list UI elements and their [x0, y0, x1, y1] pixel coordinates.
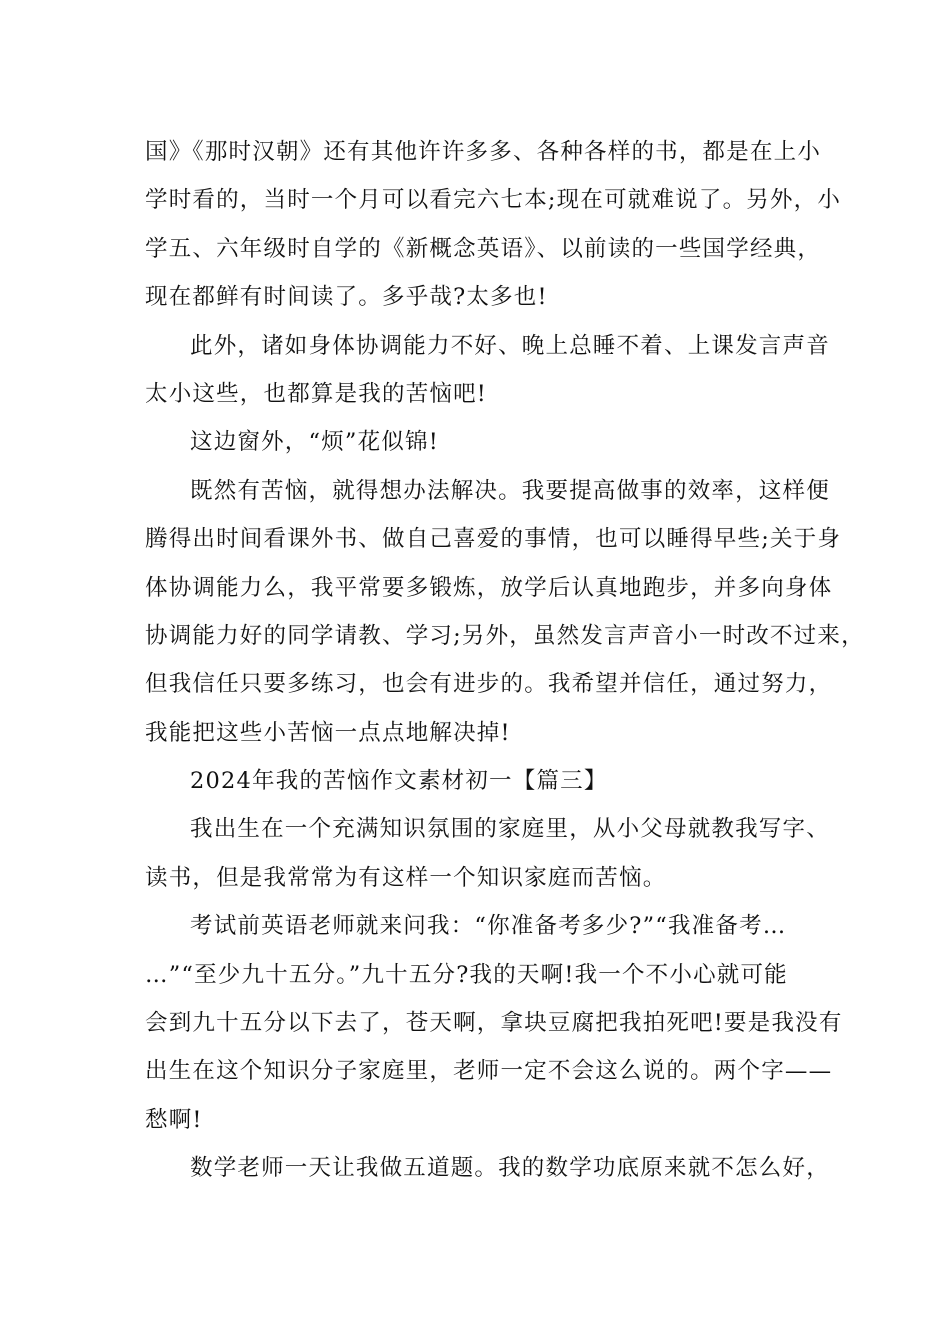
section-heading: 2024年我的苦恼作文素材初一【篇三】: [190, 768, 608, 795]
text-line: …”“至少九十五分。”九十五分?我的天啊!我一个不小心就可能: [145, 961, 788, 988]
text-line: 读书，但是我常常为有这样一个知识家庭而苦恼。: [145, 864, 667, 891]
text-line: 会到九十五分以下去了，苍天啊，拿块豆腐把我拍死吧!要是我没有: [145, 1010, 843, 1037]
text-line: 但我信任只要多练习，也会有进步的。我希望并信任，通过努力，: [145, 671, 833, 698]
text-line: 出生在这个知识分子家庭里，老师一定不会这么说的。两个字——: [145, 1058, 833, 1085]
text-line: 体协调能力么，我平常要多锻炼，放学后认真地跑步，并多向身体: [145, 574, 833, 601]
text-line: 腾得出时间看课外书、做自己喜爱的事情，也可以睡得早些;关于身: [145, 526, 842, 553]
text-line: 此外，诸如身体协调能力不好、晚上总睡不着、上课发言声音: [190, 332, 830, 359]
text-line: 学五、六年级时自学的《新概念英语》、以前读的一些国学经典，: [145, 235, 822, 262]
text-line: 愁啊!: [145, 1106, 203, 1133]
text-line: 我能把这些小苦恼一点点地解决掉!: [145, 719, 511, 746]
text-line: 考试前英语老师就来问我：“你准备考多少?”“我准备考…: [190, 913, 787, 940]
text-line: 国》《那时汉朝》还有其他许许多多、各种各样的书，都是在上小: [145, 139, 822, 165]
text-line: 现在都鲜有时间读了。多乎哉?太多也!: [145, 284, 548, 311]
text-line: 数学老师一天让我做五道题。我的数学功底原来就不怎么好，: [190, 1155, 830, 1182]
text-line: 协调能力好的同学请教、学习;另外，虽然发言声音小一时改不过来，: [145, 622, 865, 649]
text-line: 太小这些，也都算是我的苦恼吧!: [145, 380, 488, 407]
document-body: [145, 128, 865, 1193]
text-line: 既然有苦恼，就得想办法解决。我要提高做事的效率，这样便: [190, 477, 830, 504]
text-line: 我出生在一个充满知识氛围的家庭里，从小父母就教我写字、: [190, 816, 830, 843]
text-line: 这边窗外，“烦”花似锦!: [190, 429, 439, 456]
text-line: 学时看的，当时一个月可以看完六七本;现在可就难说了。另外，小: [145, 187, 842, 214]
